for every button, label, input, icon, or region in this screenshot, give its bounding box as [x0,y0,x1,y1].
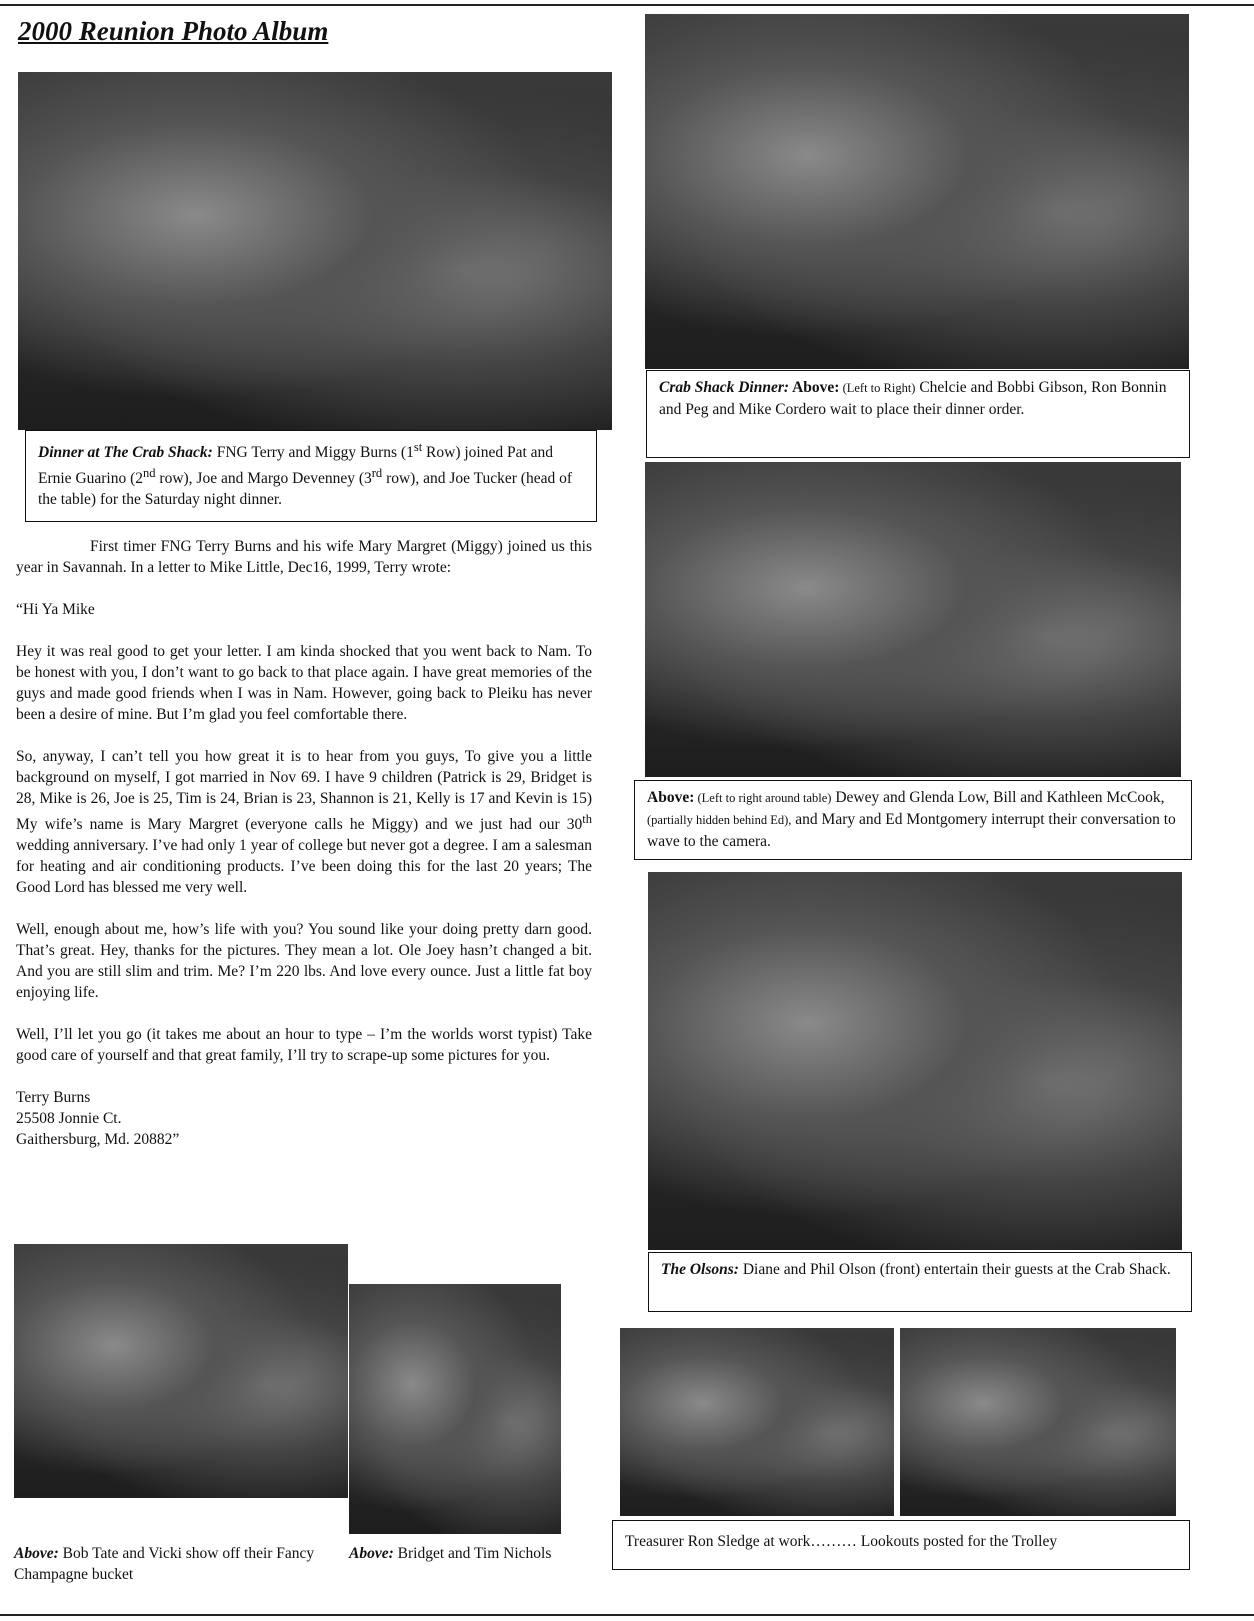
photo-crab-shack-dinner [645,14,1189,369]
signature-name: Terry Burns [16,1089,91,1107]
photo-crab-shack-table [18,72,612,430]
letter-intro: First timer FNG Terry Burns and his wife Mary Margret (Miggy) joined us this year in Savannah. In a letter to Mike Little, Dec16, 1999, Terry wrote: [16,538,592,576]
caption-lead: Above: [14,1545,59,1562]
caption-lead: Dinner at The Crab Shack: [38,444,213,462]
letter-paragraph [16,746,592,898]
photo-ron-sledge [620,1328,894,1516]
top-rule [0,4,1254,6]
caption-lead: Crab Shack Dinner: [659,379,790,396]
caption-bottom-right [612,1520,1190,1570]
caption-above: Above: [647,789,695,806]
caption-text: Dewey and Glenda Low, Bill and Kathleen McCook, [831,789,1165,806]
caption-crab-shack-left [25,430,597,522]
caption-above: Above: [789,379,840,396]
letter-greeting: “Hi Ya Mike [16,601,95,618]
caption-olsons [648,1252,1192,1312]
caption-text: row), and Joe Tucker (head of the table) for the Saturday night dinner. [38,470,573,509]
caption-bob-tate [14,1543,334,1585]
caption-sup: st [413,440,423,454]
photo-bridget-tim-nichols [349,1284,561,1534]
letter-signature [16,1087,592,1150]
caption-text: FNG Terry and Miggy Burns (1 [212,444,414,462]
photo-olsons [648,872,1182,1250]
signature-city: Gaithersburg, Md. 20882” [16,1131,180,1149]
caption-text: Row) joined Pat and Ernie Guarino (2 [38,444,554,488]
caption-text: Diane and Phil Olson (front) entertain their guests at the Crab Shack. [738,1261,1171,1278]
caption-text: Bridget and Tim Nichols [393,1545,552,1562]
caption-small: (Left to Right) [839,381,916,395]
caption-text: Chelcie and Bobbi Gibson, Ron Bonnin and Peg and Mike Cordero wait to place their dinner order. [659,379,1167,418]
photo-waving-table [645,462,1181,777]
caption-sup: rd [371,466,383,481]
signature-street: 25508 Jonnie Ct. [16,1110,122,1128]
letter-paragraph: Well, I’ll let you go (it takes me about an hour to type – I’m the worlds worst typist) Take good care of yourself and that great family, I’ll try to scrape-up some pictures for you. [16,1026,592,1065]
letter-body [16,536,592,1150]
letter-paragraph: Well, enough about me, how’s life with you? You sound like your doing pretty darn good. That’s great. Hey, thanks for the pictures. They mean a lot. Ole Joey hasn’t changed a bit. And you are still slim and trim. Me? I’m 220 lbs. And love every ounce. Just a little fat boy enjoying life. [16,921,592,1002]
bottom-rule [0,1614,1254,1616]
letter-paragraph: Hey it was real good to get your letter. I am kinda shocked that you went back to Nam. To be honest with you, I don’t want to go back to that place again. I have great memories of the guys and made good friends when I was in Nam. However, going back to Pleiku has never been a desire of mine. But I’m glad you feel comfortable there. [16,643,592,723]
caption-sup: nd [143,466,156,481]
caption-text: Treasurer Ron Sledge at work……… Lookouts posted for the Trolley [625,1533,1058,1550]
photo-lookouts-trolley [900,1328,1176,1516]
caption-nichols [349,1543,609,1564]
caption-text: row), Joe and Margo Devenney (3 [155,470,372,488]
letter-text: So, anyway, I can’t tell you how great it is to hear from you guys, To give you a little background on myself, I got married in Nov 69. I have 9 children (Patrick is 29, Bridget is 28, Mike is 26, Joe is 25, Tim is 24, Brian is 23, Shannon is 21, Kelly is 17 and Kevin is 15) My wife’s name is Mary Margret (everyone calls he Miggy) and we just had our 30 [16,748,592,834]
letter-sup: th [582,812,592,826]
letter-text: wedding anniversary. I’ve had only 1 year of college but never got a degree. I am a salesman for heating and air conditioning products. I’ve been doing this for the last 20 years; The Good Lord has blessed me very well. [16,837,592,897]
caption-small: (Left to right around table) [694,791,832,805]
caption-crab-shack-right [646,370,1190,458]
caption-lead: Above: [349,1545,394,1562]
photo-bob-tate-vicki [14,1244,348,1498]
caption-wave [634,780,1192,860]
caption-lead: The Olsons: [661,1261,739,1278]
caption-text: Bob Tate and Vicki show off their Fancy Champagne bucket [14,1545,315,1583]
caption-small: (partially hidden behind Ed), [647,813,792,827]
page-title: 2000 Reunion Photo Album [18,16,329,46]
caption-text: and Mary and Ed Montgomery interrupt their conversation to wave to the camera. [647,811,1176,850]
